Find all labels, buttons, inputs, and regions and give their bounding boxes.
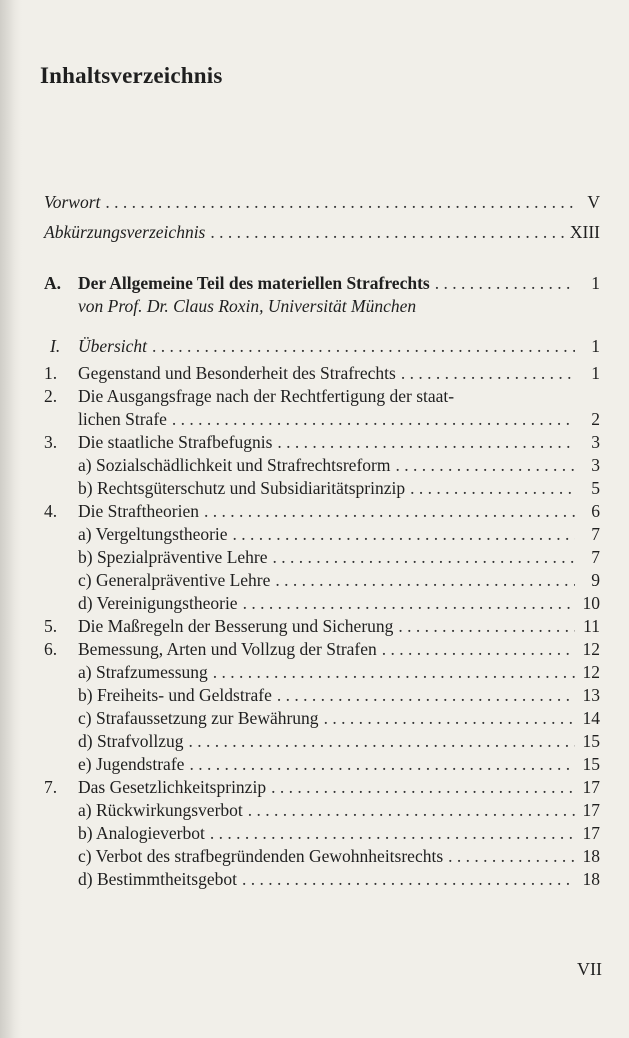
toc-subentry[interactable] (44, 569, 600, 592)
toc-entry[interactable] (44, 431, 600, 454)
toc-entry[interactable] (44, 776, 600, 799)
toc-section-i (44, 335, 600, 358)
toc-page-number: 18 (582, 869, 600, 889)
toc-subentry[interactable] (44, 454, 600, 477)
toc-entry-label (78, 822, 205, 845)
toc-entry-text: Bemessung, Arten und Vollzug der Strafen (78, 639, 377, 659)
toc-entry-label (44, 638, 377, 661)
toc-subentry[interactable] (44, 822, 600, 845)
toc-entry-text: Strafvollzug (96, 731, 184, 751)
toc-page-number: 13 (582, 685, 600, 705)
section-title: Übersicht (78, 336, 148, 356)
leader-dots (410, 477, 575, 500)
toc-page-number: 15 (582, 731, 600, 751)
leader-dots (188, 730, 575, 753)
leader-dots (401, 362, 575, 385)
toc-entry-text: Vereinigungstheorie (96, 593, 238, 613)
toc-part-a (44, 272, 600, 318)
toc-entry-text: Rückwirkungsverbot (95, 800, 243, 820)
toc-entry-text: Analogieverbot (96, 823, 205, 843)
toc-entry-label (44, 335, 147, 358)
toc-entry-prefix: e) (78, 754, 92, 774)
toc-entry-text: Strafaussetzung zur Bewährung (95, 708, 319, 728)
page-number: VII (577, 959, 602, 979)
toc-entry-prefix: I. (50, 336, 61, 356)
toc-subentry[interactable] (44, 661, 600, 684)
toc-entry-prefix: 7. (44, 777, 58, 797)
toc-entry-prefix: b) (78, 547, 93, 567)
leader-dots (243, 592, 575, 615)
toc-entry-line (44, 385, 600, 408)
toc-entry-line (44, 408, 600, 431)
toc-front-matter (44, 191, 600, 251)
toc-page-number: 17 (582, 800, 600, 820)
leader-dots (395, 454, 575, 477)
toc-entries (44, 362, 600, 891)
toc-page-number: 18 (582, 846, 600, 866)
toc-page-number: 9 (591, 570, 600, 590)
toc-entry-prefix: c) (78, 708, 92, 728)
leader-dots (382, 638, 575, 661)
toc-page-number: 3 (591, 455, 600, 475)
part-title: Der Allgemeine Teil des materiellen Strafrechts (78, 273, 430, 293)
toc-subentry[interactable] (44, 592, 600, 615)
toc-page-number: 3 (591, 432, 600, 452)
toc-entry-text: Gegenstand und Besonderheit des Strafrechts (78, 363, 396, 383)
leader-dots (213, 661, 575, 684)
toc-subentry[interactable] (44, 477, 600, 500)
toc-entry-text: Spezialpräventive Lehre (96, 547, 268, 567)
toc-page-number: 7 (591, 547, 600, 567)
toc-subentry[interactable] (44, 523, 600, 546)
toc-entry-multiline[interactable] (44, 385, 600, 431)
leader-dots (210, 221, 565, 244)
toc-page-number: 2 (591, 409, 600, 429)
toc-page-number: 6 (591, 501, 600, 521)
toc-entry-vorwort[interactable] (44, 191, 600, 221)
toc-subentry[interactable] (44, 799, 600, 822)
toc-entry-label (78, 753, 184, 776)
toc-entry-label (78, 523, 228, 546)
toc-entry-prefix: a) (78, 800, 92, 820)
leader-dots (105, 191, 575, 214)
toc-entry-text: Sozialschädlichkeit und Strafrechtsreform (95, 455, 391, 475)
toc-entry-prefix: 1. (44, 363, 58, 383)
toc-entry-label: Vorwort (44, 192, 101, 212)
toc-entry-label: Abkürzungsverzeichnis (44, 222, 206, 242)
toc-entry-prefix: c) (78, 846, 92, 866)
toc-subentry[interactable] (44, 730, 600, 753)
toc-page-number: 1 (591, 273, 600, 293)
toc-entry-label (44, 615, 393, 638)
author-byline: von Prof. Dr. Claus Roxin, Universität München (78, 296, 417, 316)
toc-entry-prefix: 2. (44, 386, 58, 406)
toc-entry-prefix: 5. (44, 616, 58, 636)
toc-subentry[interactable] (44, 707, 600, 730)
toc-entry-label (44, 362, 396, 385)
toc-subentry[interactable] (44, 868, 600, 891)
toc-page-number: V (587, 192, 600, 212)
toc-entry-label (78, 845, 443, 868)
leader-dots (273, 546, 576, 569)
toc-entry-label (78, 592, 238, 615)
toc-entry-label (78, 477, 405, 500)
toc-entry-label (44, 500, 199, 523)
toc-entry-text: Die staatliche Strafbefugnis (78, 432, 273, 452)
toc-entry-text: Verbot des strafbegründenden Gewohnheitsrechts (95, 846, 444, 866)
toc-entry-text: Die Ausgangsfrage nach der Rechtfertigung der staat- (78, 386, 455, 406)
leader-dots (152, 335, 575, 358)
toc-entry[interactable] (44, 638, 600, 661)
toc-entry-prefix: b) (78, 685, 93, 705)
toc-entry-part-a[interactable] (44, 272, 600, 295)
toc-entry[interactable] (44, 500, 600, 523)
toc-page-number: 11 (583, 616, 600, 636)
toc-page-number: 1 (591, 363, 600, 383)
toc-page-number: 1 (591, 336, 600, 356)
leader-dots (277, 684, 575, 707)
toc-page-number: 10 (582, 593, 600, 613)
toc-page-number: 14 (582, 708, 600, 728)
toc-entry-label (78, 799, 243, 822)
toc-subentry[interactable] (44, 753, 600, 776)
toc-entry-label (78, 730, 183, 753)
toc-entry-text: Strafzumessung (95, 662, 208, 682)
toc-entry-label (44, 431, 272, 454)
toc-entry-prefix: a) (78, 662, 92, 682)
toc-entry-text: Rechtsgüterschutz und Subsidiaritätsprinzip (96, 478, 406, 498)
toc-entry-prefix: b) (78, 823, 93, 843)
toc-entry-label (78, 707, 319, 730)
toc-entry-label (78, 569, 270, 592)
toc-entry-prefix: 6. (44, 639, 58, 659)
toc-entry-label (44, 776, 266, 799)
page-title: Inhaltsverzeichnis (40, 63, 223, 88)
leader-dots (275, 569, 575, 592)
toc-page-number: 15 (582, 754, 600, 774)
toc-page-number: 17 (582, 777, 600, 797)
toc-page-number: 12 (582, 662, 600, 682)
toc-entry-abkuerzungsverzeichnis[interactable] (44, 221, 600, 251)
leader-dots (189, 753, 575, 776)
toc-entry-text: Die Straftheorien (78, 501, 199, 521)
toc-entry-prefix: d) (78, 731, 93, 751)
toc-entry-text: Die Maßregeln der Besserung und Sicherung (78, 616, 394, 636)
leader-dots (204, 500, 575, 523)
toc-page-number: 5 (591, 478, 600, 498)
leader-dots (233, 523, 575, 546)
toc-entry-prefix: d) (78, 869, 93, 889)
toc-entry-prefix: a) (78, 455, 92, 475)
toc-entry-text: Vergeltungstheorie (95, 524, 228, 544)
toc-entry[interactable] (44, 362, 600, 385)
toc-entry-prefix: c) (78, 570, 92, 590)
leader-dots (435, 272, 575, 295)
toc-entry-uebersicht[interactable] (44, 335, 600, 358)
toc-entry-prefix: 3. (44, 432, 58, 452)
leader-dots (172, 408, 575, 431)
leader-dots (277, 431, 575, 454)
leader-dots (448, 845, 575, 868)
leader-dots (324, 707, 575, 730)
leader-dots (242, 868, 575, 891)
toc-page-number: XIII (569, 222, 600, 242)
toc-page-number: 12 (582, 639, 600, 659)
toc-subentry[interactable] (44, 845, 600, 868)
toc-entry-prefix: a) (78, 524, 92, 544)
leader-dots (271, 776, 575, 799)
toc-entry-label (78, 661, 208, 684)
toc-subentry[interactable] (44, 546, 600, 569)
toc-entry-prefix: 4. (44, 501, 58, 521)
toc-entry-label (78, 868, 237, 891)
toc-entry-prefix: A. (44, 273, 62, 293)
toc-entry-text: Das Gesetzlichkeitsprinzip (78, 777, 267, 797)
toc-page-number: 17 (582, 823, 600, 843)
leader-dots (210, 822, 575, 845)
page-edge-shadow (0, 0, 22, 1038)
toc-page-number: 7 (591, 524, 600, 544)
toc-entry-text: Jugendstrafe (95, 754, 185, 774)
toc-entry[interactable] (44, 615, 600, 638)
toc-entry-label (78, 454, 390, 477)
toc-entry-prefix: d) (78, 593, 93, 613)
toc-subentry[interactable] (44, 684, 600, 707)
leader-dots (248, 799, 575, 822)
toc-entry-text: lichen Strafe (78, 409, 167, 429)
toc-entry-text: Freiheits- und Geldstrafe (96, 685, 272, 705)
toc-entry-text: Bestimmtheitsgebot (96, 869, 237, 889)
toc-entry-prefix: b) (78, 478, 93, 498)
toc-entry-label (78, 684, 272, 707)
leader-dots (398, 615, 575, 638)
toc-entry-text: Generalpräventive Lehre (95, 570, 271, 590)
toc-entry-label (44, 272, 430, 295)
toc-entry-label (78, 546, 268, 569)
